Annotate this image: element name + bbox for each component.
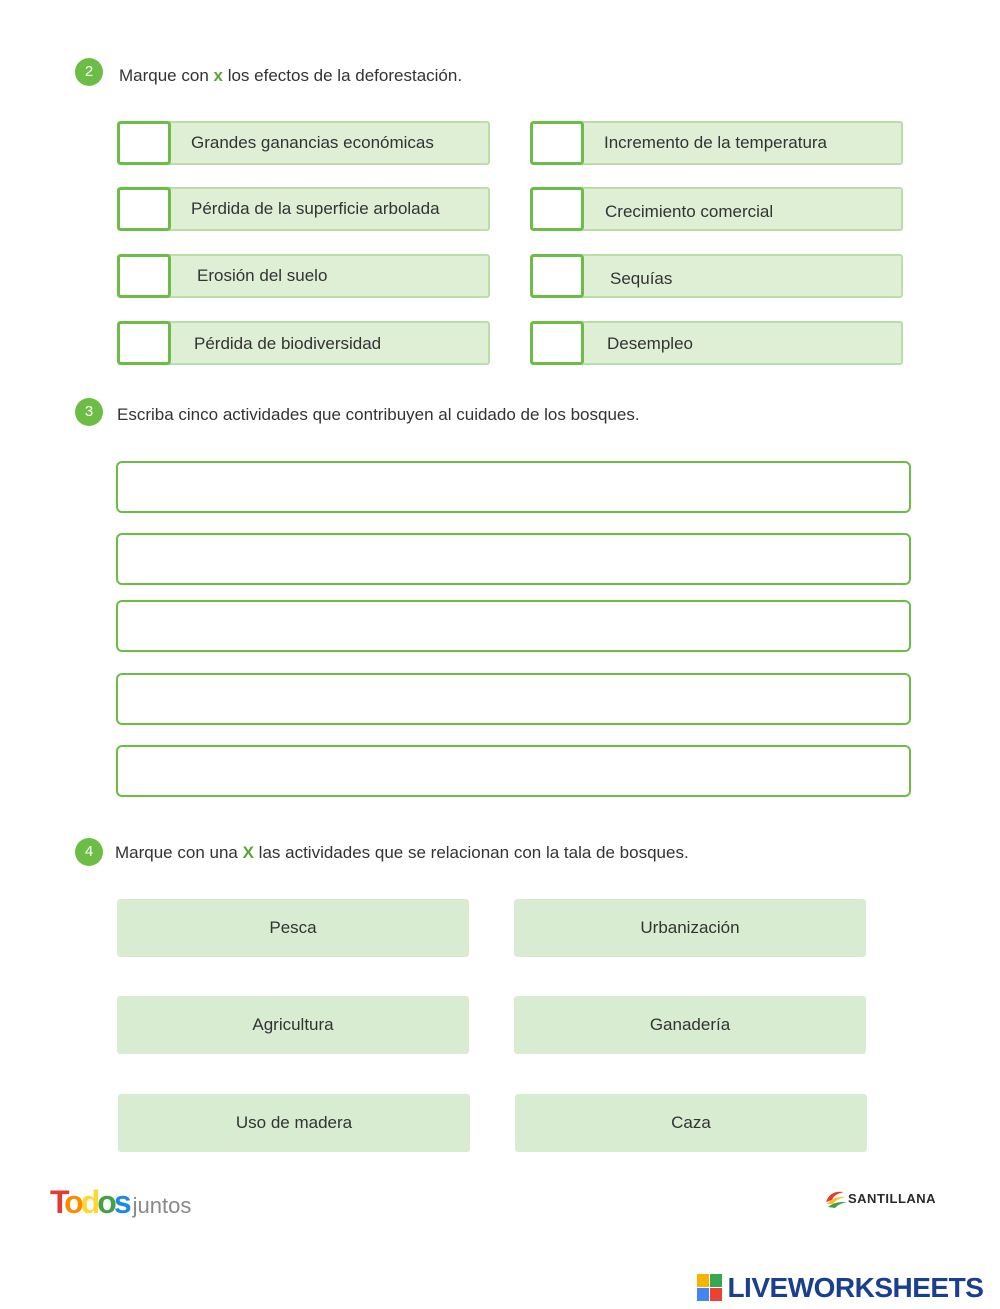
activity-option-uso-madera[interactable]: Uso de madera <box>118 1094 470 1152</box>
answer-input-1[interactable] <box>116 461 911 513</box>
activity-option-caza[interactable]: Caza <box>515 1094 867 1152</box>
option-desempleo <box>530 321 903 365</box>
checkbox[interactable] <box>530 121 584 165</box>
option-label: Grandes ganancias económicas <box>191 133 434 152</box>
question-prompt: Marque con una X las actividades que se relacionan con la tala de bosques. <box>115 843 689 862</box>
question-number-badge: 3 <box>75 398 103 426</box>
activity-option-pesca[interactable]: Pesca <box>117 899 469 957</box>
liveworksheets-wordmark: LIVEWORKSHEETS <box>727 1272 984 1303</box>
santillana-emblem-icon <box>824 1188 848 1210</box>
checkbox[interactable] <box>117 254 171 298</box>
checkbox[interactable] <box>530 254 584 298</box>
santillana-logo <box>824 1188 936 1210</box>
checkbox[interactable] <box>530 187 584 231</box>
checkbox[interactable] <box>530 321 584 365</box>
option-incremento-temperatura <box>530 121 903 165</box>
option-sequias <box>530 254 903 298</box>
option-label: Desempleo <box>607 334 693 353</box>
option-label: Crecimiento comercial <box>605 202 774 221</box>
activity-option-ganaderia[interactable]: Ganadería <box>514 996 866 1054</box>
option-label: Erosión del suelo <box>197 266 328 285</box>
option-label: Incremento de la temperatura <box>604 133 828 152</box>
activity-option-urbanizacion[interactable]: Urbanización <box>514 899 866 957</box>
option-erosion-suelo <box>117 254 490 298</box>
todos-wordmark: Todos <box>50 1184 129 1220</box>
answer-input-3[interactable] <box>116 600 911 652</box>
answer-input-2[interactable] <box>116 533 911 585</box>
liveworksheets-emblem-icon <box>697 1274 723 1302</box>
option-crecimiento-comercial <box>530 187 903 231</box>
question-prompt: Escriba cinco actividades que contribuyen al cuidado de los bosques. <box>117 405 640 424</box>
todos-juntos-logo <box>50 1184 191 1221</box>
option-label: Pérdida de biodiversidad <box>194 334 382 353</box>
option-perdida-biodiversidad <box>117 321 490 365</box>
liveworksheets-logo <box>697 1272 983 1304</box>
checkbox[interactable] <box>117 187 171 231</box>
activity-option-agricultura[interactable]: Agricultura <box>117 996 469 1054</box>
option-perdida-superficie <box>117 187 490 231</box>
checkbox[interactable] <box>117 321 171 365</box>
santillana-wordmark: SANTILLANA <box>848 1191 937 1207</box>
option-label: Pérdida de la superficie arbolada <box>191 199 440 218</box>
option-label: Sequías <box>610 269 673 288</box>
option-grandes-ganancias <box>117 121 490 165</box>
question-number-badge: 4 <box>75 838 103 866</box>
checkbox[interactable] <box>117 121 171 165</box>
question-number-badge: 2 <box>75 58 103 86</box>
question-prompt: Marque con x los efectos de la deforestación. <box>119 66 463 85</box>
juntos-wordmark: juntos <box>132 1193 192 1218</box>
answer-input-4[interactable] <box>116 673 911 725</box>
answer-input-5[interactable] <box>116 745 911 797</box>
